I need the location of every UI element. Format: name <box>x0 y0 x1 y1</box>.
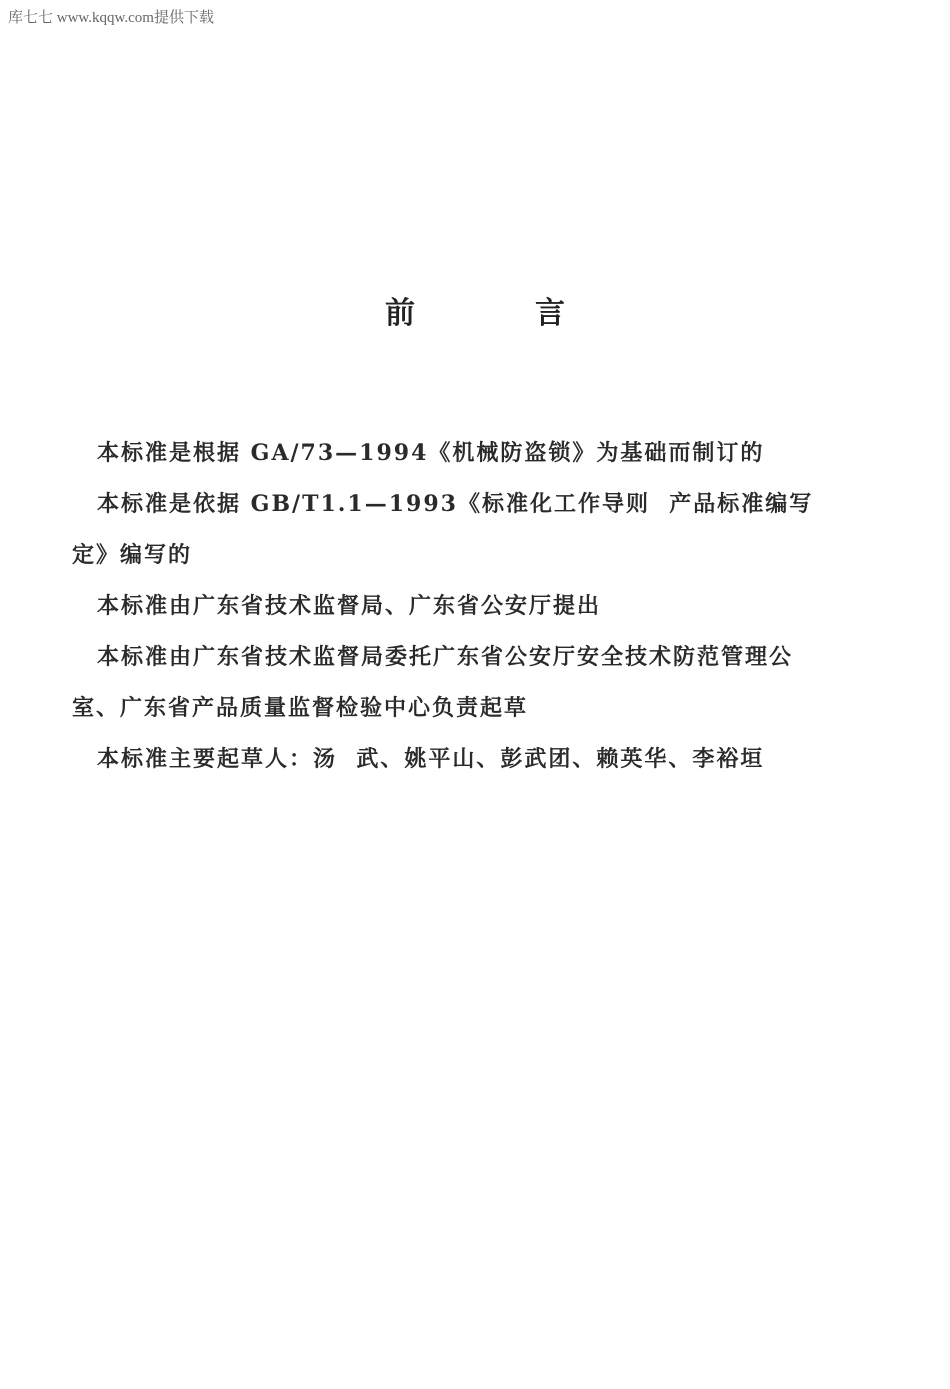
foreword-body <box>72 428 832 785</box>
paragraph-basis: 本标准是根据 GA/73—1994《机械防盗锁》为基础而制订的 <box>97 440 765 466</box>
watermark-text: 库七七 www.kqqw.com提供下载 <box>8 10 214 26</box>
page-title <box>0 288 950 332</box>
title-char-1: 前 <box>385 296 415 331</box>
paragraph-proposer: 本标准由广东省技术监督局、广东省公安厅提出 <box>97 593 602 619</box>
paragraph-drafting-guide: 本标准是依据 GB/T1.1—1993《标准化工作导则 产品标准编写定》编写的 <box>72 491 814 568</box>
paragraph-drafters: 本标准主要起草人：汤 武、姚平山、彭武团、赖英华、李裕垣 <box>97 746 765 772</box>
title-char-2: 言 <box>535 296 565 331</box>
paragraph-drafting-units: 本标准由广东省技术监督局委托广东省公安厅安全技术防范管理公室、广东省产品质量监督检验中心负责起草 <box>72 644 794 721</box>
